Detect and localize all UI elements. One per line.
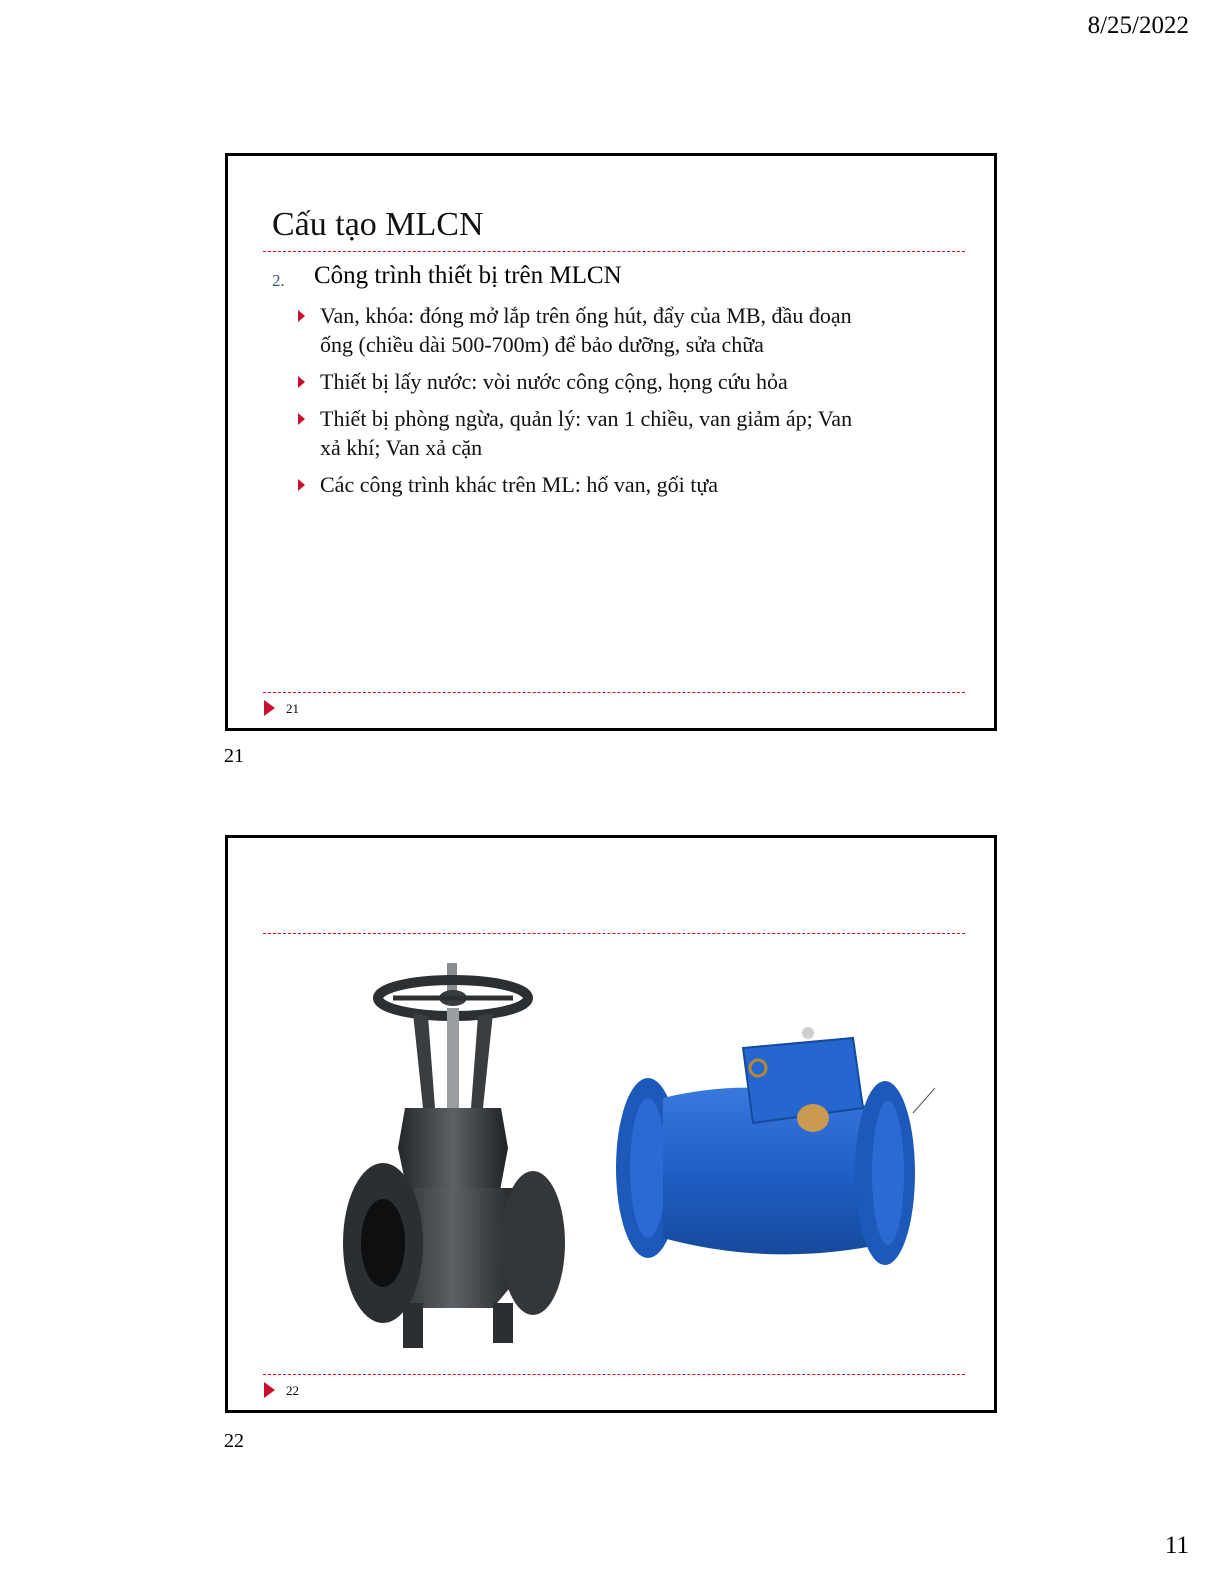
bullet-triangle-icon: [298, 413, 305, 425]
bullet-list: [298, 301, 918, 507]
footer-arrow-icon: [264, 700, 275, 716]
slide-22: [225, 835, 997, 1413]
title-divider: [263, 933, 965, 934]
bullet-item: Các công trình khác trên ML: hố van, gối tựa: [298, 470, 918, 499]
gate-valve-image: [343, 958, 573, 1353]
footer-arrow-icon: [264, 1382, 275, 1398]
bullet-triangle-icon: [298, 376, 305, 388]
bullet-item: Thiết bị phòng ngừa, quản lý: van 1 chiều, van giảm áp; Van xả khí; Van xả cặn: [298, 404, 918, 462]
footer-divider: [263, 692, 965, 693]
bullet-triangle-icon: [298, 479, 305, 491]
bullet-item: Thiết bị lấy nước: vòi nước công cộng, họng cứu hỏa: [298, 367, 918, 396]
slide-label: 22: [224, 1430, 244, 1452]
page-number: 11: [1164, 1532, 1189, 1559]
slide-title: Cấu tạo MLCN: [272, 206, 484, 243]
list-item-heading: Công trình thiết bị trên MLCN: [314, 262, 622, 289]
bullet-item: Van, khóa: đóng mở lắp trên ống hút, đẩy của MB, đầu đoạn ống (chiều dài 500-700m) để bảo dưỡng, sửa chữa: [298, 301, 918, 359]
title-divider: [263, 251, 965, 252]
slide-footer-number: 22: [286, 1383, 299, 1398]
slide-label: 21: [224, 745, 244, 767]
page-date: 8/25/2022: [1087, 12, 1189, 39]
list-item-number: 2.: [272, 271, 285, 290]
slide-21: [225, 153, 997, 731]
footer-divider: [263, 1374, 965, 1375]
bullet-triangle-icon: [298, 310, 305, 322]
check-valve-image: [613, 1013, 938, 1283]
slide-footer-number: 21: [286, 701, 299, 716]
